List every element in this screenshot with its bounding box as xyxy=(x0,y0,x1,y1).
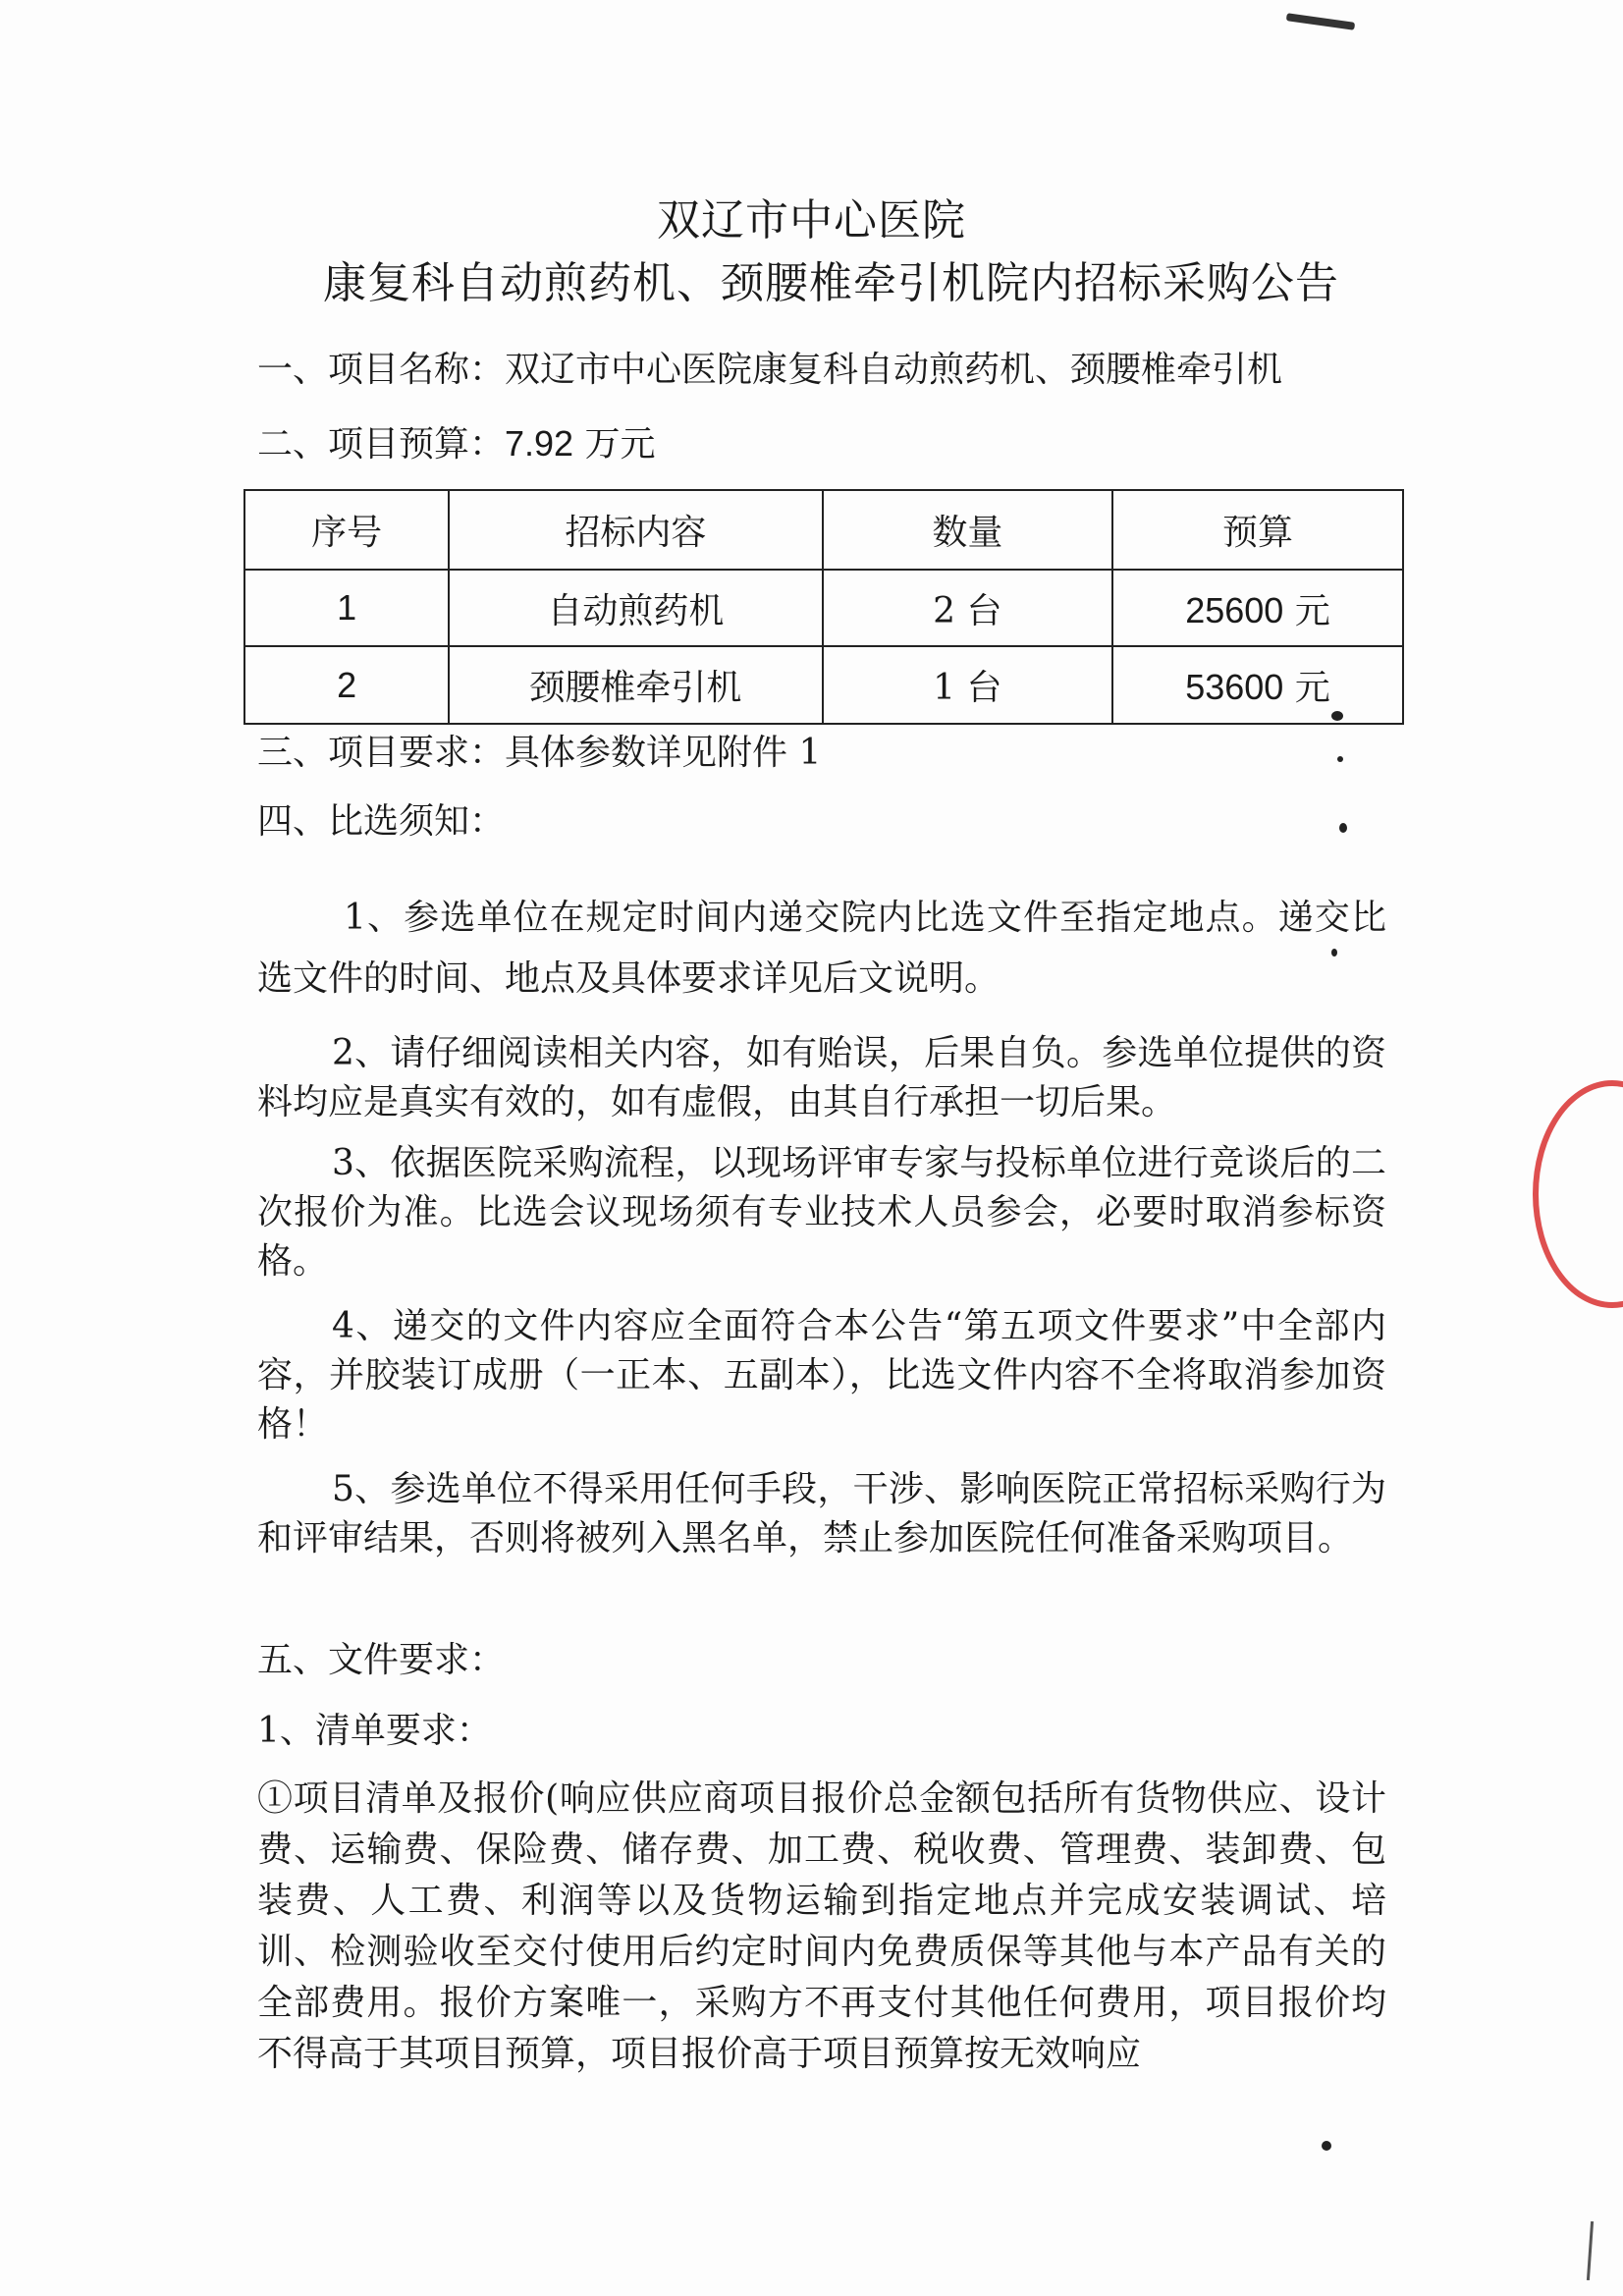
notice-paragraph-3: 3、依据医院采购流程，以现场评审专家与投标单位进行竞谈后的二次报价为准。比选会议现场须有专业技术人员参会，必要时取消参标资格。 xyxy=(257,1143,1386,1282)
project-budget-label: 二、项目预算： xyxy=(257,424,506,465)
table-header-no: 序号 xyxy=(244,490,449,570)
table-cell-content: 颈腰椎牵引机 xyxy=(449,646,822,724)
scan-mark xyxy=(1286,13,1355,30)
table-row xyxy=(244,646,1403,724)
file-requirements-heading: 五、文件要求： xyxy=(257,1640,506,1680)
clause-paragraph-1: ①项目清单及报价(响应供应商项目报价总金额包括所有货物供应、设计费、运输费、保险费、储存费、加工费、税收费、管理费、装卸费、包装费、人工费、利润等以及货物运输到指定地点并完成安装调试、培训、检测验收至交付使用后约定时间内免费质保等其他与本产品有关的全部费用。报价方案唯一，采购方不再支付其他任何费用，项目报价均不得高于其项目预算，项目报价高于项目预算按无效响应 xyxy=(257,1778,1386,2074)
red-seal-stamp xyxy=(1533,1080,1623,1308)
project-requirements-line: 三、项目要求：具体参数详见附件 1 xyxy=(257,733,822,773)
notice-paragraph-5: 5、参选单位不得采用任何手段，干涉、影响医院正常招标采购行为和评审结果，否则将被列入黑名单，禁止参加医院任何准备采购项目。 xyxy=(257,1469,1386,1558)
budget-number: 53600 xyxy=(1185,667,1284,708)
notice-paragraph-2: 2、请仔细阅读相关内容，如有贻误，后果自负。参选单位提供的资料均应是真实有效的，如有虚假，由其自行承担一切后果。 xyxy=(257,1033,1386,1122)
document-title: 双辽市中心医院 xyxy=(657,195,966,246)
document-subtitle: 康复科自动煎药机、颈腰椎牵引机院内招标采购公告 xyxy=(323,258,1339,308)
table-header-content: 招标内容 xyxy=(449,490,822,570)
scan-speck xyxy=(1339,823,1347,833)
project-budget-unit: 万元 xyxy=(573,424,656,465)
table-cell-budget xyxy=(1112,570,1403,647)
budget-unit: 元 xyxy=(1283,590,1330,631)
table-row xyxy=(244,570,1403,647)
budget-table xyxy=(243,489,1404,725)
scan-speck xyxy=(1331,711,1343,721)
table-cell-no: 1 xyxy=(244,570,449,647)
table-header-qty: 数量 xyxy=(823,490,1112,570)
scan-speck xyxy=(1331,949,1337,957)
table-cell-no: 2 xyxy=(244,646,449,724)
table-cell-content: 自动煎药机 xyxy=(449,570,822,647)
table-cell-budget xyxy=(1112,646,1403,724)
notice-paragraph-1: 1、参选单位在规定时间内递交院内比选文件至指定地点。递交比选文件的时间、地点及具体要求详见后文说明。 xyxy=(257,898,1386,999)
scan-speck xyxy=(1337,756,1343,762)
budget-unit: 元 xyxy=(1283,668,1330,709)
scan-speck xyxy=(1322,2141,1331,2151)
selection-notice-heading: 四、比选须知： xyxy=(257,801,506,842)
table-cell-qty: 2 台 xyxy=(823,570,1112,647)
table-cell-qty: 1 台 xyxy=(823,646,1112,724)
page-number-mark xyxy=(1587,2221,1594,2280)
notice-paragraph-4: 4、递交的文件内容应全面符合本公告“第五项文件要求”中全部内容，并胶装订成册（一正本、五副本），比选文件内容不全将取消参加资格！ xyxy=(257,1306,1386,1445)
budget-number: 25600 xyxy=(1185,589,1284,630)
list-requirements-heading: 1、清单要求： xyxy=(257,1711,492,1751)
project-budget-amount: 7.92 xyxy=(505,423,574,464)
table-header-row xyxy=(244,490,1403,570)
table-header-budget: 预算 xyxy=(1112,490,1403,570)
project-budget-line xyxy=(257,416,656,466)
project-name-line: 一、项目名称：双辽市中心医院康复科自动煎药机、颈腰椎牵引机 xyxy=(257,350,1283,390)
